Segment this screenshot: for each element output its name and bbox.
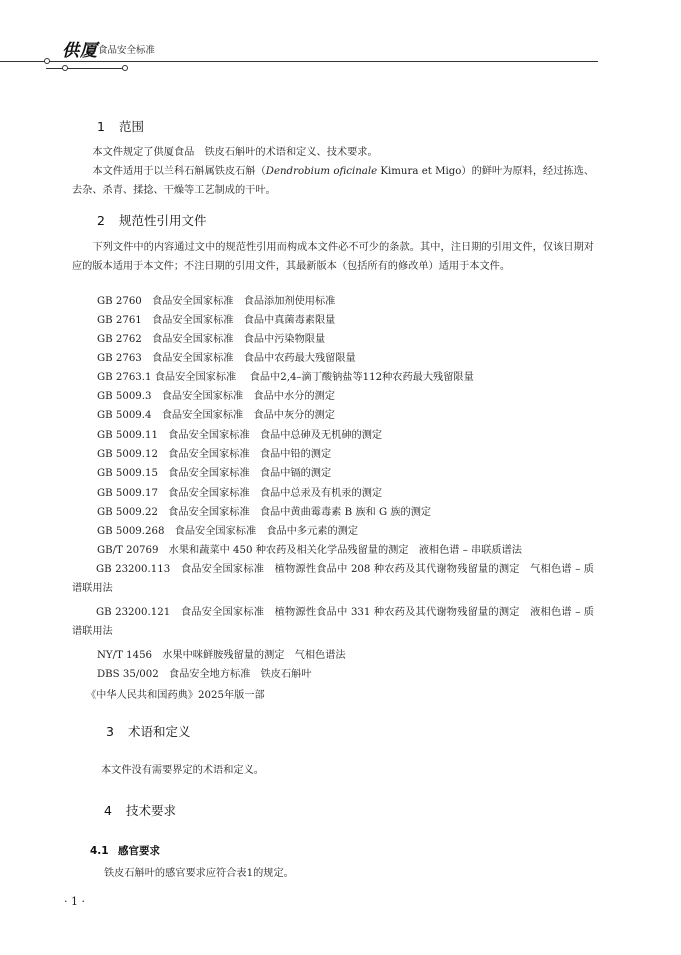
- header-dot-ornament: [122, 65, 128, 71]
- header-subtitle: 食品安全标准: [98, 45, 156, 56]
- reference-item: GB 5009.22 食品安全国家标准 食品中黄曲霉毒素 B 族和 G 族的测定: [97, 507, 432, 518]
- section-heading-technical-requirements: [104, 801, 176, 819]
- section-heading-normative-references: [97, 211, 207, 229]
- section-number: 4: [104, 803, 112, 818]
- section-title: 术语和定义: [128, 724, 191, 739]
- reference-item: GB 5009.11 食品安全国家标准 食品中总砷及无机砷的测定: [97, 430, 383, 441]
- reference-item: GB 5009.268 食品安全国家标准 食品中多元素的测定: [97, 526, 359, 537]
- brand-logo-text: 供厦: [62, 41, 98, 61]
- latin-species-name: Dendrobium oficinale: [265, 166, 378, 177]
- reference-item: GB/T 20769 水果和蔬菜中 450 种农药及相关化学品残留量的测定 液相色谱 – 串联质谱法: [97, 545, 522, 556]
- reference-item: 《中华人民共和国药典》2025年版一部: [86, 690, 265, 701]
- header-rule-short: [46, 68, 126, 69]
- subsection-number: 4.1: [90, 845, 109, 857]
- reference-item: GB 23200.121 食品安全国家标准 植物源性食品中 331 种农药及其代谢物残留量的测定 液相色谱 – 质谱联用法: [72, 607, 594, 637]
- subsection-heading-sensory: [90, 843, 160, 858]
- section-number: 1: [97, 119, 105, 134]
- reference-item: GB 2763 食品安全国家标准 食品中农药最大残留限量: [97, 353, 356, 364]
- reference-item: DBS 35/002 食品安全地方标准 铁皮石斛叶: [97, 669, 312, 680]
- section-number: 2: [97, 213, 105, 228]
- running-header: [0, 30, 681, 75]
- scope-text-a: 本文件适用于以兰科石斛属铁皮石斛（: [92, 166, 266, 177]
- page-number: · 1 ·: [64, 895, 85, 908]
- reference-item: GB 5009.15 食品安全国家标准 食品中镉的测定: [97, 468, 332, 479]
- subsection-title: 感官要求: [118, 845, 160, 857]
- scope-paragraph-2: [72, 162, 594, 200]
- reference-item: NY/T 1456 水果中咪鲜胺残留量的测定 气相色谱法: [97, 650, 346, 661]
- reference-item: GB 2761 食品安全国家标准 食品中真菌毒素限量: [97, 315, 336, 326]
- sensory-paragraph: 铁皮石斛叶的感官要求应符合表1的规定。: [104, 868, 294, 879]
- reference-item: GB 2763.1 食品安全国家标准 食品中2,4–滴丁酸钠盐等112种农药最大残留限量: [97, 372, 474, 383]
- section-heading-terms: [106, 722, 191, 740]
- section-number: 3: [106, 724, 114, 739]
- scope-text-b: Kimura et Migo）的鲜叶为原料，经过拣选、去杂、杀青、揉捻、干燥等工艺制成的干叶。: [72, 166, 595, 196]
- header-rule: [0, 61, 598, 62]
- section-title: 范围: [119, 119, 145, 134]
- reference-item: GB 5009.4 食品安全国家标准 食品中灰分的测定: [97, 410, 335, 421]
- header-dot-ornament: [62, 65, 68, 71]
- reference-item: GB 5009.3 食品安全国家标准 食品中水分的测定: [97, 391, 335, 402]
- normative-intro-paragraph: 下列文件中的内容通过文中的规范性引用而构成本文件必不可少的条款。其中，注日期的引用文件，仅该日期对应的版本适用于本文件；不注日期的引用文件，其最新版本（包括所有的修改单）适用于本文件。: [72, 242, 594, 272]
- terms-paragraph: 本文件没有需要界定的术语和定义。: [101, 765, 264, 776]
- header-dot-ornament: [44, 58, 50, 64]
- section-heading-scope: [97, 117, 144, 135]
- scope-paragraph-1: 本文件规定了供厦食品 铁皮石斛叶的术语和定义、技术要求。: [92, 147, 378, 158]
- reference-item: GB 23200.113 食品安全国家标准 植物源性食品中 208 种农药及其代谢物残留量的测定 气相色谱 – 质谱联用法: [72, 564, 594, 594]
- reference-item: GB 5009.12 食品安全国家标准 食品中铅的测定: [97, 449, 332, 460]
- section-title: 技术要求: [126, 803, 177, 818]
- reference-item: GB 5009.17 食品安全国家标准 食品中总汞及有机汞的测定: [97, 488, 383, 499]
- reference-item: GB 2762 食品安全国家标准 食品中污染物限量: [97, 334, 326, 345]
- reference-item: GB 2760 食品安全国家标准 食品添加剂使用标准: [97, 296, 336, 307]
- section-title: 规范性引用文件: [119, 213, 207, 228]
